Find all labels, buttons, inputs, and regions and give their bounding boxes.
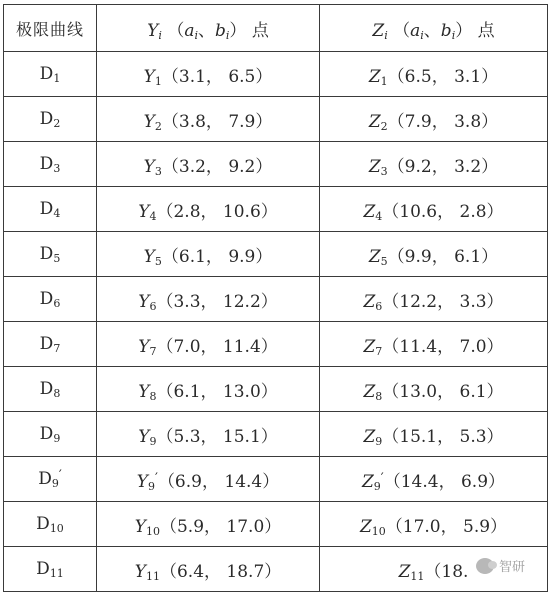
z-point-cell [320,502,548,547]
curve-subscript: 2 [53,117,61,130]
y-coordinates: （6.1， 13.0） [156,381,278,402]
y-subscript: 4 [149,209,157,223]
curve-letter: D [39,289,54,309]
limit-curve-table-container [3,4,547,582]
y-subscript: 8 [149,389,157,403]
header-limit-curve-text: 极限曲线 [15,19,84,39]
z-point-cell [320,97,548,142]
header-z-open: （ [387,20,411,41]
z-letter: Z [368,111,381,132]
header-z-close: ） 点 [455,20,495,41]
curve-subscript: 9 [53,432,61,445]
curve-letter: D [39,424,54,444]
header-y-a: a [184,20,195,41]
y-subscript: 7 [149,344,157,358]
z-point-cell [320,142,548,187]
limit-curve-cell [4,502,97,547]
limit-curve-cell [4,277,97,322]
y-point-cell [97,97,320,142]
z-coordinates: （10.6， 2.8） [382,201,504,222]
y-point-cell [97,547,320,592]
z-subscript: 10 [371,524,386,538]
curve-subscript: 11 [49,567,64,580]
y-coordinates: （6.9， 14.4） [157,471,280,492]
z-letter: Z [363,201,376,222]
y-subscript: 10 [145,524,160,538]
z-coordinates: （14.4， 6.9） [383,471,506,492]
limit-curve-cell [4,142,97,187]
y-coordinates: （2.8， 10.6） [156,201,278,222]
y-subscript: 2 [154,119,162,133]
y-coordinates: （6.4， 18.7） [159,561,282,582]
y-letter: Y [143,111,155,132]
header-z-sub: i [384,28,388,42]
table-row [4,52,548,97]
z-letter: Z [368,156,381,177]
z-letter: Z [368,246,381,267]
y-subscript: 9 [149,434,157,448]
curve-subscript: 8 [53,387,61,400]
header-z-sep: 、 [423,20,441,41]
y-letter: Y [138,336,150,357]
z-letter: Z [361,471,374,492]
curve-letter: D [39,154,54,174]
table-row [4,322,548,367]
z-point-cell [320,277,548,322]
y-point-cell [97,502,320,547]
y-letter: Y [138,381,150,402]
z-coordinates: （7.9， 3.8） [387,111,499,132]
curve-subscript: 1 [53,72,61,85]
y-subscript: 6 [149,299,157,313]
y-coordinates: （6.1， 9.9） [161,246,273,267]
header-row [4,5,548,52]
z-subscript: 1 [380,74,388,88]
z-coordinates: （13.0， 6.1） [382,381,504,402]
header-z-a: a [410,20,421,41]
z-subscript: 11 [410,569,425,583]
z-letter: Z [363,381,376,402]
y-coordinates: （3.1， 6.5） [161,66,273,87]
header-z-b-sub: i [451,28,456,42]
table-row [4,412,548,457]
z-coordinates: （9.9， 6.1） [387,246,499,267]
limit-curve-table [3,4,548,592]
table-row [4,142,548,187]
z-point-cell [320,457,548,502]
z-letter: Z [368,66,381,87]
y-letter: Y [143,156,155,177]
z-subscript: 7 [375,344,383,358]
curve-letter: D [39,334,54,354]
z-subscript: 9 [373,479,381,493]
y-letter: Y [138,291,150,312]
z-letter: Z [363,426,376,447]
y-coordinates: （7.0， 11.4） [156,336,278,357]
y-coordinates: （3.3， 12.2） [156,291,278,312]
header-y-sub: i [158,28,162,42]
z-coordinates: （15.1， 5.3） [382,426,504,447]
header-y-open: （ [161,20,185,41]
curve-letter: D [36,514,50,534]
curve-letter: D [39,379,54,399]
table-row [4,367,548,412]
y-letter: Y [134,516,146,537]
curve-prime: ′ [58,468,62,483]
watermark [473,555,528,576]
curve-letter: D [36,559,50,579]
z-prime: ′ [380,470,384,486]
header-y-point [97,5,320,52]
table-row [4,97,548,142]
z-coordinates: （17.0， 5.9） [385,516,508,537]
header-limit-curve [4,5,97,52]
z-subscript: 6 [375,299,383,313]
y-point-cell [97,322,320,367]
watermark-text: 智研 [498,560,525,575]
limit-curve-cell [4,52,97,97]
curve-subscript: 9 [51,477,59,490]
limit-curve-cell [4,232,97,277]
z-letter: Z [363,336,376,357]
z-coordinates: （6.5， 3.1） [387,66,499,87]
z-letter: Z [398,561,411,582]
y-coordinates: （3.8， 7.9） [161,111,273,132]
z-letter: Z [359,516,372,537]
z-point-cell [320,322,548,367]
z-point-cell [320,187,548,232]
y-point-cell [97,142,320,187]
z-point-cell [320,367,548,412]
z-subscript: 9 [375,434,383,448]
curve-subscript: 4 [53,207,61,220]
z-subscript: 3 [380,164,388,178]
curve-subscript: 3 [53,162,61,175]
header-z-b: b [440,20,452,41]
y-point-cell [97,187,320,232]
y-coordinates: （5.3， 15.1） [156,426,278,447]
z-subscript: 5 [380,254,388,268]
y-point-cell [97,52,320,97]
curve-letter: D [38,469,52,489]
limit-curve-cell [4,97,97,142]
table-row [4,232,548,277]
y-point-cell [97,232,320,277]
header-z-a-sub: i [420,28,424,42]
y-subscript: 11 [145,569,160,583]
table-body [4,52,548,592]
limit-curve-cell [4,187,97,232]
table-row [4,547,548,592]
table-row [4,277,548,322]
y-coordinates: （5.9， 17.0） [159,516,282,537]
z-subscript: 4 [375,209,383,223]
z-point-cell [320,412,548,457]
z-coordinates: （12.2， 3.3） [382,291,504,312]
curve-letter: D [39,244,54,264]
y-coordinates: （3.2， 9.2） [161,156,273,177]
limit-curve-cell [4,412,97,457]
header-y-close: ） 点 [229,20,269,41]
header-y-sep: 、 [198,20,215,41]
y-point-cell [97,457,320,502]
table-row [4,502,548,547]
curve-subscript: 10 [49,522,64,535]
z-subscript: 2 [380,119,388,133]
y-prime: ′ [154,470,158,486]
header-z-point [320,5,548,52]
y-letter: Y [143,246,155,267]
y-subscript: 1 [154,74,162,88]
z-letter: Z [363,291,376,312]
limit-curve-cell [4,322,97,367]
y-letter: Y [134,561,146,582]
wechat-logo-icon [476,558,494,574]
header-y-b-sub: i [225,28,230,42]
y-letter: Y [138,201,150,222]
curve-subscript: 7 [53,342,61,355]
y-subscript: 9 [147,479,155,493]
z-point-cell [320,52,548,97]
y-letter: Y [136,471,148,492]
curve-letter: D [39,109,54,129]
table-row [4,187,548,232]
y-letter: Y [138,426,150,447]
y-point-cell [97,367,320,412]
z-coordinates: （9.2， 3.2） [387,156,499,177]
z-subscript: 8 [375,389,383,403]
curve-subscript: 6 [53,297,61,310]
z-coordinates: （11.4， 7.0） [382,336,504,357]
limit-curve-cell [4,457,97,502]
curve-subscript: 5 [53,252,61,265]
z-point-cell [320,232,548,277]
header-z-var: Z [372,20,385,41]
curve-letter: D [39,199,54,219]
y-point-cell [97,277,320,322]
table-row [4,457,548,502]
y-letter: Y [143,66,155,87]
z-coordinates: （18. [424,561,469,582]
header-y-a-sub: i [194,28,198,42]
y-subscript: 5 [154,254,162,268]
limit-curve-cell [4,367,97,412]
header-y-var: Y [147,20,159,41]
y-point-cell [97,412,320,457]
limit-curve-cell [4,547,97,592]
curve-letter: D [39,64,54,84]
y-subscript: 3 [154,164,162,178]
header-y-b: b [215,20,226,41]
